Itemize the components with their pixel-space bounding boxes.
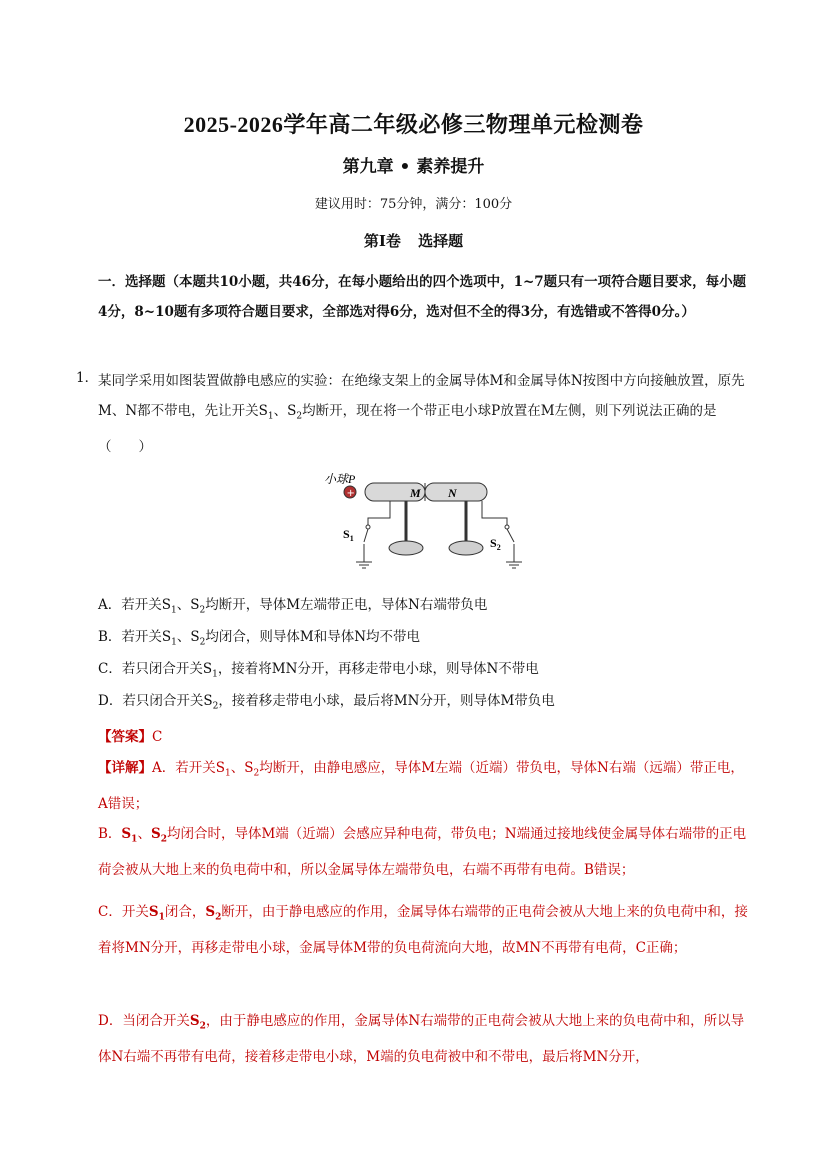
detail-c: C．开关$S_1$闭合，$S_2$断开，由于静电感应的作用，金属导体右端带的正电荷会被从大地上来的负电荷中和，接着将MN分开，再移走带电小球，金属导体M带的负电荷流向大地，故MN不再带有电荷，C正确； bbox=[98, 904, 748, 956]
chapter-subtitle: 第九章 • 素养提升 bbox=[342, 157, 485, 177]
m-label: M bbox=[410, 486, 421, 500]
switch-s2 bbox=[507, 529, 514, 542]
page-title: 2025-2026学年高二年级必修三物理单元检测卷 bbox=[183, 112, 644, 137]
answer-line bbox=[98, 725, 162, 745]
switch-s1 bbox=[364, 529, 368, 542]
option-b: B．若开关$S_1$、$S_2$均闭合，则导体M和导体N均不带电 bbox=[98, 629, 421, 648]
stand-base-left bbox=[389, 541, 423, 555]
option-c: C．若只闭合开关$S_1$，接着将MN分开，再移走带电小球，则导体N不带电 bbox=[98, 661, 539, 680]
electrostatic-induction-figure bbox=[320, 470, 530, 580]
detail-a: 【详解】A．若开关$S_1$、$S_2$均断开，由静电感应，导体M左端（近端）带负电，导体N右端（远端）带正电，A错误； bbox=[98, 760, 744, 812]
section-instructions: 一．选择题（本题共10小题，共46分，在每小题给出的四个选项中，1~7题只有一项符合题目要求，每小题4分，8~10题有多项符合题目要求，全部选对得6分，选对但不全的得3分，有选错或不答得0分。） bbox=[98, 274, 747, 320]
s2-label: $S_2$ bbox=[490, 536, 501, 552]
answer-value: C bbox=[152, 729, 163, 745]
option-d: D．若只闭合开关$S_2$，接着移走带电小球，最后将MN分开，则导体M带负电 bbox=[98, 693, 555, 712]
detail-d: D．当闭合开关$S_2$，由于静电感应的作用，金属导体N右端带的正电荷会被从大地上来的负电荷中和，所以导体N右端不再带有电荷，接着移走带电小球，M端的负电荷被中和不带电，最后将MN分开， bbox=[98, 1013, 745, 1065]
question-number: 1． bbox=[76, 370, 99, 386]
stand-base-right bbox=[449, 541, 483, 555]
detail-b: B．$S_1$、$S_2$均闭合时，导体M端（近端）会感应异种电荷，带负电；N端通过接地线使金属导体右端带的正电荷会被从大地上来的负电荷中和，所以金属导体左端带负电，右端不再带有电荷。B错误； bbox=[98, 826, 747, 878]
exam-meta: 建议用时：75分钟，满分：100分 bbox=[314, 197, 513, 212]
plus-icon: + bbox=[346, 488, 355, 499]
detail-label: 【详解】 bbox=[98, 760, 152, 776]
n-label: N bbox=[448, 486, 457, 500]
section-heading: 第Ⅰ卷 选择题 bbox=[363, 232, 464, 250]
ball-label: 小球P bbox=[324, 472, 356, 486]
answer-label: 【答案】 bbox=[98, 729, 152, 745]
option-a: A．若开关$S_1$、$S_2$均断开，导体M左端带正电，导体N右端带负电 bbox=[98, 597, 488, 616]
question-text: 某同学采用如图装置做静电感应的实验：在绝缘支架上的金属导体M和金属导体N按图中方向接触放置，原先M、N都不带电，先让开关$S_1$、$S_2$均断开，现在将一个带正电小球P放置在M左侧，则下列说法正确的是（ ） bbox=[98, 373, 745, 455]
s1-label: $S_1$ bbox=[343, 527, 354, 543]
